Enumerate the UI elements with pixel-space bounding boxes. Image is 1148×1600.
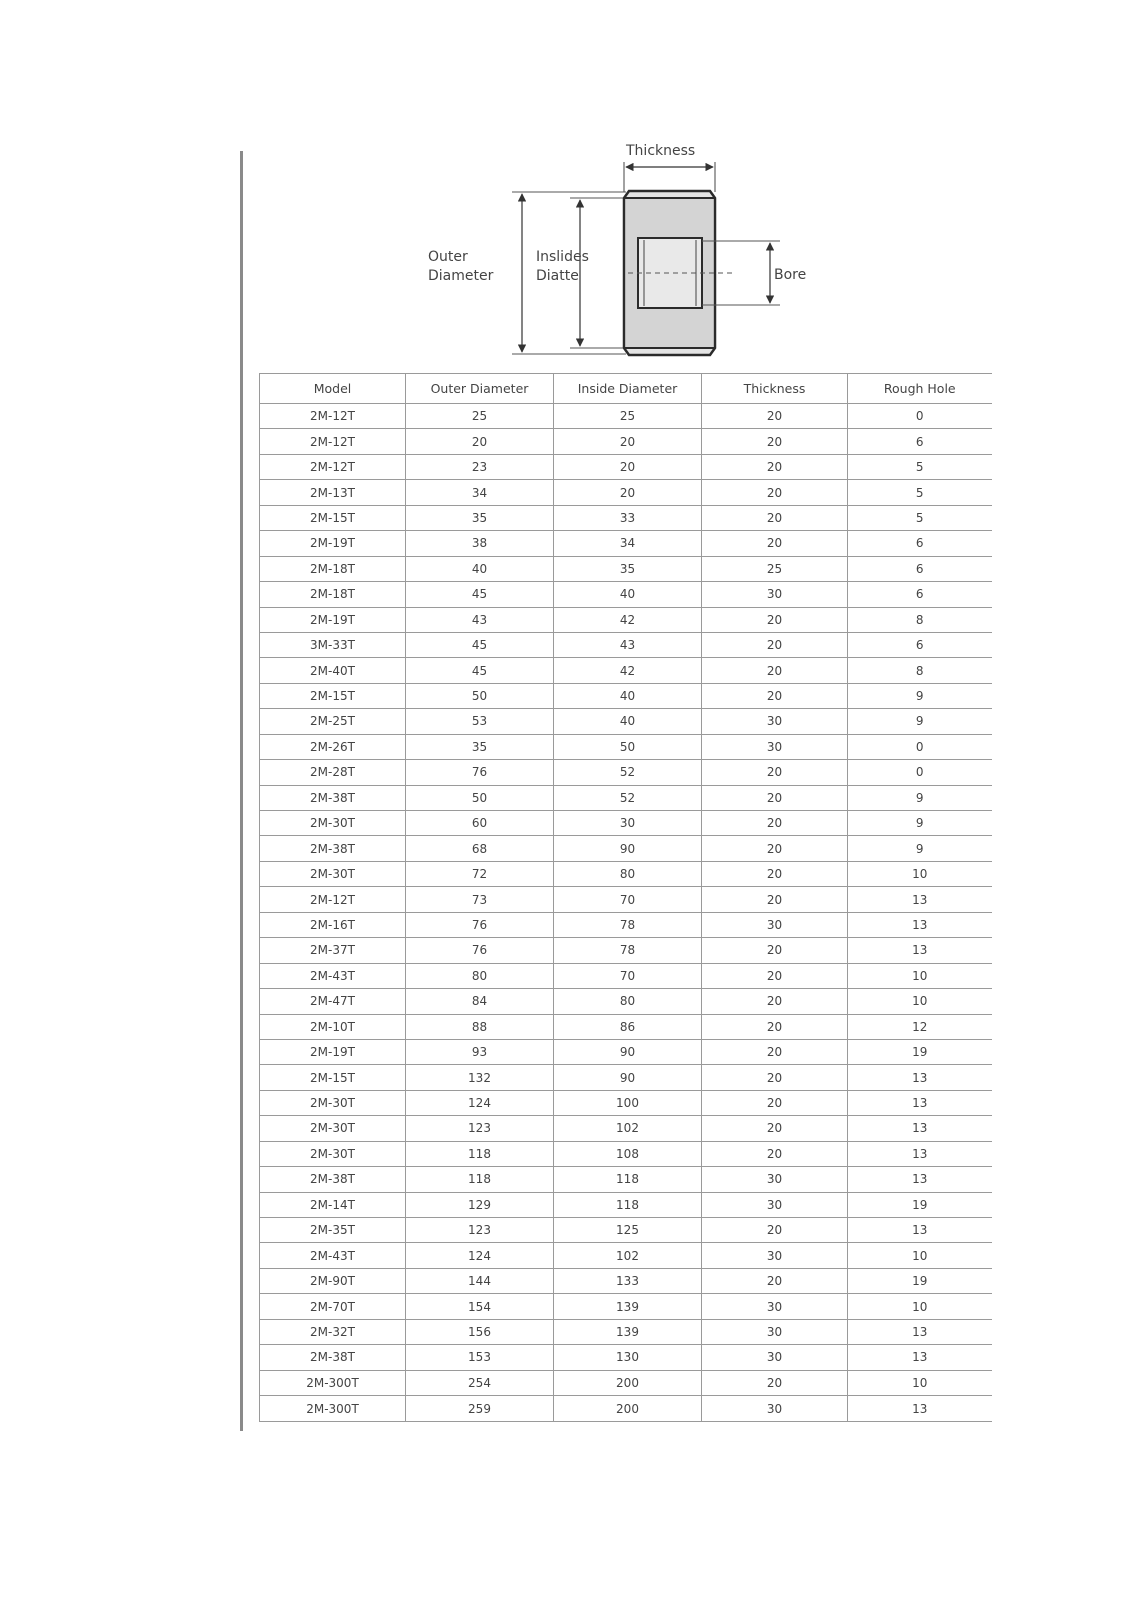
cell-outer-diameter: 40 [406,556,554,581]
cell-rough-hole: 10 [848,1294,992,1319]
cell-rough-hole: 13 [848,1090,992,1115]
cell-thickness: 30 [702,1243,848,1268]
table-row [260,1294,992,1319]
cell-model: 2M-12T [260,454,406,479]
cell-inside-diameter: 42 [554,607,702,632]
table-row [260,887,992,912]
table-row [260,1141,992,1166]
cell-rough-hole: 9 [848,811,992,836]
cell-thickness: 30 [702,709,848,734]
cell-outer-diameter: 43 [406,607,554,632]
cell-outer-diameter: 123 [406,1218,554,1243]
cell-thickness: 20 [702,454,848,479]
outer-diameter-label [428,248,493,286]
cell-outer-diameter: 153 [406,1345,554,1370]
cell-thickness: 20 [702,480,848,505]
cell-inside-diameter: 34 [554,531,702,556]
cell-outer-diameter: 25 [406,404,554,429]
cell-thickness: 20 [702,1065,848,1090]
table-row [260,658,992,683]
cell-inside-diameter: 78 [554,938,702,963]
cell-thickness: 20 [702,861,848,886]
cell-thickness: 20 [702,1116,848,1141]
cell-inside-diameter: 20 [554,454,702,479]
cell-outer-diameter: 124 [406,1090,554,1115]
inside-diameter-label-line-2: Diatte [536,268,579,284]
cell-outer-diameter: 129 [406,1192,554,1217]
table-row [260,404,992,429]
table-row [260,861,992,886]
cell-rough-hole: 9 [848,683,992,708]
cell-thickness: 20 [702,1370,848,1395]
cell-rough-hole: 13 [848,912,992,937]
cell-rough-hole: 19 [848,1039,992,1064]
cell-inside-diameter: 90 [554,1039,702,1064]
cell-outer-diameter: 35 [406,734,554,759]
cell-model: 2M-19T [260,531,406,556]
cell-thickness: 30 [702,582,848,607]
cell-rough-hole: 13 [848,1116,992,1141]
cell-thickness: 20 [702,836,848,861]
cell-inside-diameter: 20 [554,480,702,505]
cell-model: 2M-43T [260,963,406,988]
cell-outer-diameter: 118 [406,1167,554,1192]
table-row [260,1396,992,1422]
cell-model: 2M-30T [260,861,406,886]
cell-rough-hole: 13 [848,1141,992,1166]
cell-thickness: 20 [702,632,848,657]
cell-thickness: 30 [702,1192,848,1217]
cell-rough-hole: 6 [848,429,992,454]
cell-model: 2M-40T [260,658,406,683]
cell-thickness: 30 [702,734,848,759]
table-row [260,1116,992,1141]
cell-inside-diameter: 42 [554,658,702,683]
cell-thickness: 20 [702,1268,848,1293]
cell-rough-hole: 13 [848,1319,992,1344]
table-row [260,607,992,632]
table-row [260,1218,992,1243]
cell-inside-diameter: 20 [554,429,702,454]
cell-model: 2M-13T [260,480,406,505]
cell-inside-diameter: 70 [554,887,702,912]
cell-model: 2M-30T [260,1090,406,1115]
table-row [260,1065,992,1090]
cell-thickness: 20 [702,429,848,454]
cell-rough-hole: 6 [848,556,992,581]
cell-inside-diameter: 40 [554,709,702,734]
table-row [260,1039,992,1064]
cell-rough-hole: 8 [848,658,992,683]
cell-rough-hole: 13 [848,1218,992,1243]
cell-thickness: 20 [702,683,848,708]
table-row [260,785,992,810]
cell-inside-diameter: 33 [554,505,702,530]
cell-rough-hole: 0 [848,734,992,759]
cell-rough-hole: 5 [848,454,992,479]
table-row [260,963,992,988]
cell-outer-diameter: 88 [406,1014,554,1039]
cell-thickness: 20 [702,1141,848,1166]
cell-thickness: 20 [702,887,848,912]
cell-inside-diameter: 40 [554,683,702,708]
cell-model: 2M-43T [260,1243,406,1268]
cell-outer-diameter: 259 [406,1396,554,1422]
cell-model: 2M-12T [260,429,406,454]
table-header [260,374,992,404]
table-body [260,404,992,1422]
cell-model: 2M-12T [260,887,406,912]
cell-rough-hole: 6 [848,632,992,657]
cell-rough-hole: 13 [848,1345,992,1370]
cell-thickness: 30 [702,1167,848,1192]
cell-rough-hole: 0 [848,760,992,785]
cell-thickness: 20 [702,760,848,785]
cell-model: 2M-90T [260,1268,406,1293]
cell-inside-diameter: 30 [554,811,702,836]
cell-inside-diameter: 80 [554,989,702,1014]
cell-model: 2M-15T [260,683,406,708]
cell-thickness: 20 [702,963,848,988]
cell-outer-diameter: 45 [406,582,554,607]
cell-outer-diameter: 45 [406,658,554,683]
cell-inside-diameter: 139 [554,1319,702,1344]
table-row [260,582,992,607]
cell-outer-diameter: 123 [406,1116,554,1141]
cell-model: 2M-12T [260,404,406,429]
cell-rough-hole: 13 [848,938,992,963]
cell-outer-diameter: 93 [406,1039,554,1064]
table-row [260,531,992,556]
table-row [260,1192,992,1217]
cell-rough-hole: 13 [848,1065,992,1090]
cell-inside-diameter: 90 [554,836,702,861]
cell-model: 2M-18T [260,582,406,607]
header-rough-hole: Rough Hole [848,374,992,404]
cell-model: 2M-38T [260,1345,406,1370]
cell-inside-diameter: 102 [554,1243,702,1268]
cell-model: 2M-30T [260,1116,406,1141]
table-row [260,989,992,1014]
cell-outer-diameter: 23 [406,454,554,479]
cell-rough-hole: 10 [848,963,992,988]
cell-model: 2M-19T [260,607,406,632]
cell-model: 2M-38T [260,836,406,861]
cell-outer-diameter: 20 [406,429,554,454]
cell-outer-diameter: 76 [406,760,554,785]
cell-model: 2M-38T [260,1167,406,1192]
cell-thickness: 20 [702,785,848,810]
cell-rough-hole: 13 [848,887,992,912]
cell-inside-diameter: 80 [554,861,702,886]
cell-inside-diameter: 100 [554,1090,702,1115]
cell-model: 2M-16T [260,912,406,937]
cell-rough-hole: 8 [848,607,992,632]
cell-outer-diameter: 124 [406,1243,554,1268]
cell-thickness: 30 [702,912,848,937]
cell-thickness: 20 [702,938,848,963]
cell-rough-hole: 10 [848,861,992,886]
cell-thickness: 20 [702,1014,848,1039]
cell-rough-hole: 5 [848,480,992,505]
table-row [260,709,992,734]
cell-rough-hole: 0 [848,404,992,429]
cell-outer-diameter: 84 [406,989,554,1014]
cell-model: 2M-300T [260,1396,406,1422]
header-outer-diameter: Outer Diameter [406,374,554,404]
cell-model: 2M-15T [260,505,406,530]
cell-inside-diameter: 139 [554,1294,702,1319]
cell-outer-diameter: 118 [406,1141,554,1166]
table-row [260,912,992,937]
table-row [260,1319,992,1344]
cell-rough-hole: 19 [848,1268,992,1293]
cell-outer-diameter: 132 [406,1065,554,1090]
table-row [260,1167,992,1192]
cell-thickness: 20 [702,404,848,429]
cell-rough-hole: 10 [848,1370,992,1395]
cell-outer-diameter: 73 [406,887,554,912]
table-row [260,836,992,861]
cell-inside-diameter: 133 [554,1268,702,1293]
cell-inside-diameter: 86 [554,1014,702,1039]
table-row [260,1014,992,1039]
cell-thickness: 20 [702,531,848,556]
cell-outer-diameter: 68 [406,836,554,861]
cell-inside-diameter: 102 [554,1116,702,1141]
table-row [260,1090,992,1115]
header-inside-diameter: Inside Diameter [554,374,702,404]
cell-model: 2M-47T [260,989,406,1014]
table-row [260,683,992,708]
cell-outer-diameter: 154 [406,1294,554,1319]
cell-outer-diameter: 76 [406,912,554,937]
cell-outer-diameter: 144 [406,1268,554,1293]
cell-inside-diameter: 200 [554,1396,702,1422]
cell-model: 2M-30T [260,1141,406,1166]
cell-thickness: 20 [702,505,848,530]
cell-outer-diameter: 80 [406,963,554,988]
cell-model: 2M-70T [260,1294,406,1319]
table-row [260,811,992,836]
outer-diameter-label-line-2: Diameter [428,268,494,284]
cell-outer-diameter: 76 [406,938,554,963]
cell-inside-diameter: 108 [554,1141,702,1166]
table-row [260,632,992,657]
cell-outer-diameter: 53 [406,709,554,734]
cell-model: 2M-37T [260,938,406,963]
table-row [260,505,992,530]
inside-diameter-label-line-1: Inslides [536,249,589,265]
cell-inside-diameter: 35 [554,556,702,581]
cell-rough-hole: 9 [848,709,992,734]
cell-model: 2M-35T [260,1218,406,1243]
cell-model: 2M-26T [260,734,406,759]
cell-model: 2M-10T [260,1014,406,1039]
table-row [260,1268,992,1293]
cell-thickness: 20 [702,658,848,683]
cell-outer-diameter: 50 [406,785,554,810]
cell-rough-hole: 10 [848,989,992,1014]
cell-thickness: 20 [702,1090,848,1115]
cell-rough-hole: 5 [848,505,992,530]
cell-rough-hole: 6 [848,531,992,556]
cell-thickness: 30 [702,1319,848,1344]
cell-model: 2M-30T [260,811,406,836]
table-row [260,760,992,785]
inside-diameter-label [536,248,589,286]
cell-model: 2M-15T [260,1065,406,1090]
cell-inside-diameter: 125 [554,1218,702,1243]
cell-inside-diameter: 52 [554,760,702,785]
table-row [260,480,992,505]
cell-thickness: 20 [702,989,848,1014]
cell-outer-diameter: 34 [406,480,554,505]
table-row [260,734,992,759]
cell-outer-diameter: 254 [406,1370,554,1395]
cell-model: 2M-300T [260,1370,406,1395]
bore-label: Bore [774,267,807,283]
cell-outer-diameter: 72 [406,861,554,886]
cell-thickness: 20 [702,607,848,632]
cell-inside-diameter: 118 [554,1192,702,1217]
cell-inside-diameter: 40 [554,582,702,607]
cell-inside-diameter: 200 [554,1370,702,1395]
cell-outer-diameter: 45 [406,632,554,657]
cell-rough-hole: 10 [848,1243,992,1268]
cell-model: 3M-33T [260,632,406,657]
cell-inside-diameter: 118 [554,1167,702,1192]
table-header-row [260,374,992,404]
table-row [260,1345,992,1370]
cell-outer-diameter: 35 [406,505,554,530]
cell-inside-diameter: 130 [554,1345,702,1370]
cell-model: 2M-14T [260,1192,406,1217]
cell-outer-diameter: 38 [406,531,554,556]
pulley-spec-table [259,373,992,1422]
table-row [260,429,992,454]
cell-inside-diameter: 50 [554,734,702,759]
header-model: Model [260,374,406,404]
table-row [260,1243,992,1268]
cell-model: 2M-18T [260,556,406,581]
cell-inside-diameter: 52 [554,785,702,810]
cell-outer-diameter: 50 [406,683,554,708]
thickness-label: Thickness [626,143,696,159]
cell-outer-diameter: 60 [406,811,554,836]
cell-inside-diameter: 43 [554,632,702,657]
cell-outer-diameter: 156 [406,1319,554,1344]
outer-diameter-label-line-1: Outer [428,249,468,265]
cell-model: 2M-38T [260,785,406,810]
cell-thickness: 30 [702,1294,848,1319]
pulley-dimension-diagram [400,140,840,370]
cell-thickness: 20 [702,811,848,836]
cell-thickness: 20 [702,1218,848,1243]
header-thickness: Thickness [702,374,848,404]
cell-rough-hole: 9 [848,836,992,861]
cell-inside-diameter: 70 [554,963,702,988]
cell-model: 2M-25T [260,709,406,734]
cell-rough-hole: 9 [848,785,992,810]
cell-inside-diameter: 90 [554,1065,702,1090]
cell-model: 2M-32T [260,1319,406,1344]
cell-rough-hole: 13 [848,1167,992,1192]
table-row [260,1370,992,1395]
cell-model: 2M-19T [260,1039,406,1064]
cell-thickness: 30 [702,1345,848,1370]
cell-rough-hole: 13 [848,1396,992,1422]
table-row [260,938,992,963]
cell-inside-diameter: 78 [554,912,702,937]
left-margin-rule [240,151,243,1431]
cell-thickness: 25 [702,556,848,581]
cell-rough-hole: 6 [848,582,992,607]
cell-model: 2M-28T [260,760,406,785]
cell-rough-hole: 12 [848,1014,992,1039]
cell-thickness: 20 [702,1039,848,1064]
table-row [260,556,992,581]
cell-rough-hole: 19 [848,1192,992,1217]
table-row [260,454,992,479]
cell-inside-diameter: 25 [554,404,702,429]
cell-thickness: 30 [702,1396,848,1422]
